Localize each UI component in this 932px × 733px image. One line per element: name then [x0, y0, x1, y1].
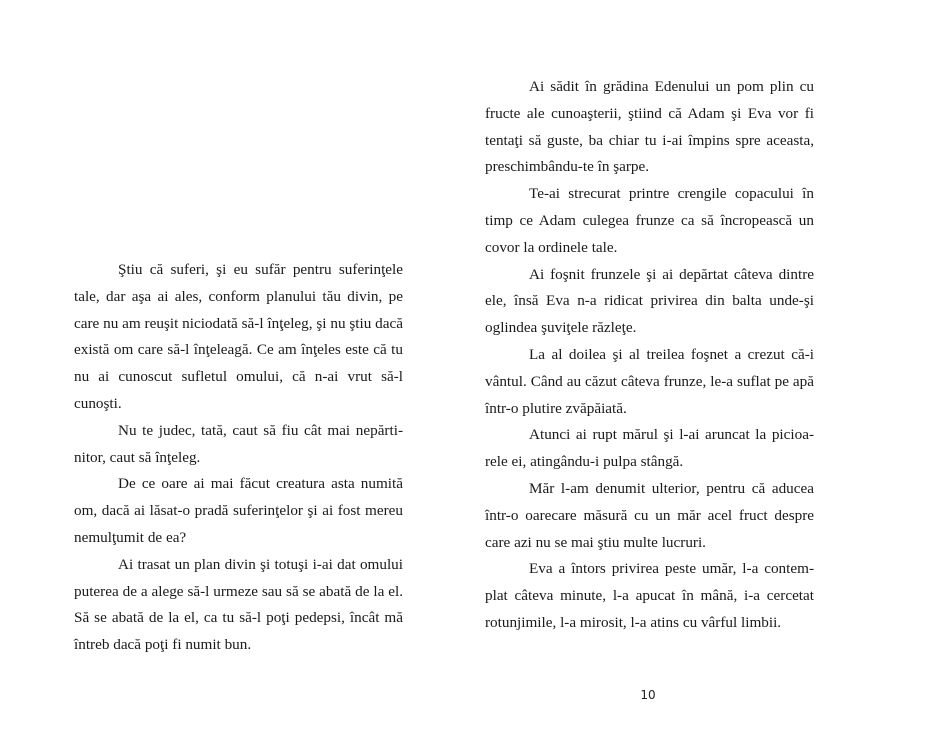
paragraph: La al doilea şi al treilea foşnet a crezut că-i vântul. Când au căzut câteva frunze, le-a suflat pe apă într-o plutire zvăpăiată.: [485, 345, 814, 417]
left-page-text: [74, 257, 403, 659]
page-number: 10: [640, 688, 656, 702]
paragraph: Ai trasat un plan divin şi totuşi i-ai dat omului puterea de a alege să-l urmeze sau să se abată de la el. Să se abată de la el, ca tu să-l poţi pedepsi, încât mă întreb dacă poţi fi numit bun.: [74, 555, 403, 654]
paragraph: Măr l-am denumit ulterior, pentru că aducea într-o oarecare măsură cu un măr acel fruct despre care azi nu se mai ştiu multe lucruri.: [485, 479, 814, 551]
paragraph: Nu te judec, tată, caut să fiu cât mai nepărtinitor, caut să înţeleg.: [74, 421, 403, 466]
paragraph: Eva a întors privirea peste umăr, l-a contemplat câteva minute, l-a apucat în mână, i-a cercetat rotunjimile, l-a mirosit, l-a atins cu vârful limbii.: [485, 560, 814, 631]
paragraph: Ştiu că suferi, şi eu sufăr pentru suferinţele tale, dar aşa ai ales, conform planului tău divin, pe care nu am reuşit niciodată să-l înţeleg, şi nu ştiu dacă există om care să-l înţeleagă. Ce am înţeles este că tu nu ai cunoscut sufletul omului, că n-ai vrut să-l cunoşti.: [74, 261, 403, 412]
paragraph: Te-ai strecurat printre crengile copacului în timp ce Adam culegea frunze ca să încropească un covor la ordinele tale.: [485, 185, 814, 256]
paragraph: De ce oare ai mai făcut creatura asta numită om, dacă ai lăsat-o pradă suferinţelor şi ai fost mereu nemulţumit de ea?: [74, 475, 403, 546]
right-page-text: [485, 74, 814, 637]
paragraph: Ai sădit în grădina Edenului un pom plin cu fructe ale cunoaşterii, ştiind că Adam şi Eva vor fi tentaţi să guste, ba chiar tu i-ai împins spre aceasta, preschimbându-te în şarpe.: [485, 78, 814, 176]
paragraph: Atunci ai rupt mărul şi l-ai aruncat la picioarele ei, atingându-i pulpa stângă.: [485, 426, 814, 471]
paragraph: Ai foşnit frunzele şi ai depărtat câteva dintre ele, însă Eva n-a ridicat privirea din balta unde-şi oglindea şuviţele răzleţe.: [485, 265, 814, 337]
